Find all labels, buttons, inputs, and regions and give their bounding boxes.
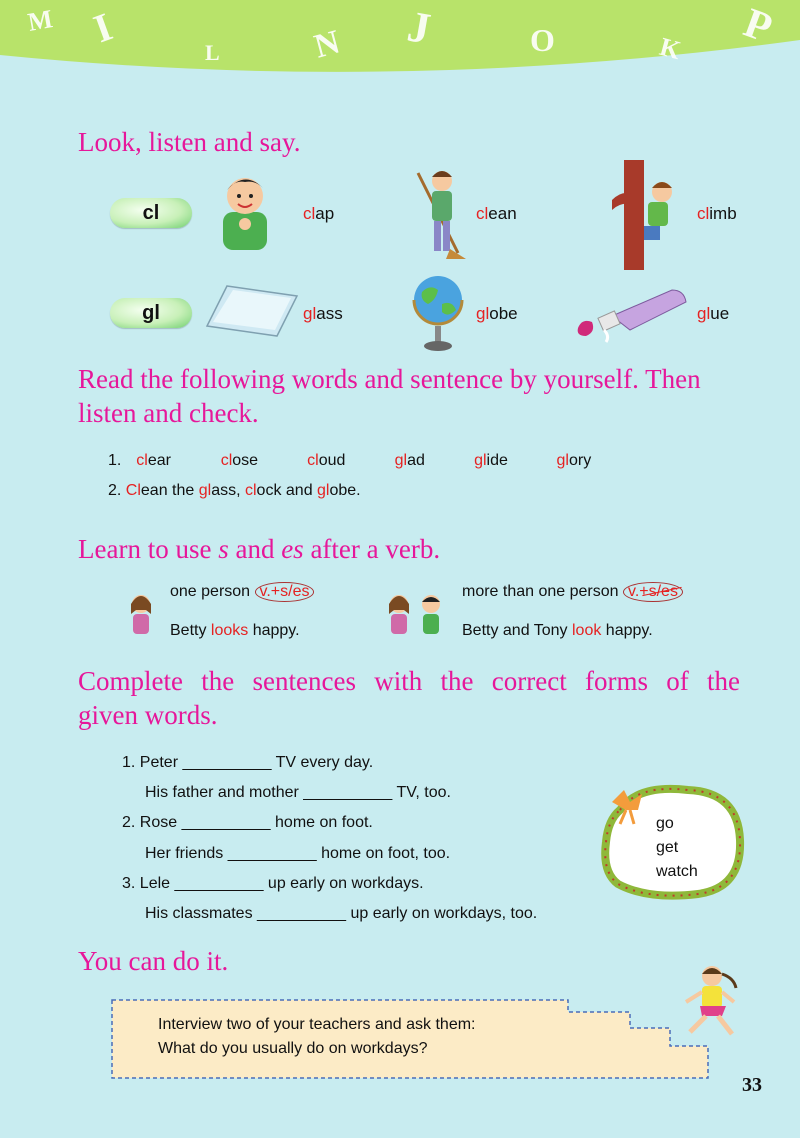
betty-and-tony-illustration [384, 592, 450, 636]
list-word-close: close [220, 452, 259, 469]
word-clean: clean [476, 204, 517, 223]
example-betty-tony-look: Betty and Tony look happy. [462, 622, 653, 639]
rule-one-person: one person v.+s/es [170, 582, 314, 602]
banner-letter: J [403, 1, 435, 54]
running-girl-illustration [672, 962, 744, 1044]
banner-letter: O [530, 22, 555, 58]
section-heading-look-listen: Look, listen and say. [78, 127, 301, 157]
task-box [110, 998, 710, 1080]
list-word-glad: glad [394, 452, 425, 469]
task-line-1: Interview two of your teachers and ask them: [158, 1016, 476, 1033]
word-climb: climb [697, 204, 737, 223]
word-box-go: go [656, 815, 674, 832]
word-box-get: get [656, 839, 679, 856]
page-number: 33 [742, 1074, 762, 1096]
rule-more-than-one-person: more than one person v.+s/es [462, 582, 683, 602]
banner-letter: I [87, 3, 118, 52]
task-line-2: What do you usually do on workdays? [158, 1040, 428, 1057]
exercise-line-6: His classmates __________ up early on workdays, too. [145, 905, 538, 922]
boy-sweeping-illustration [410, 165, 470, 260]
list-word-cloud: cloud [307, 452, 346, 469]
word-glue: glue [697, 304, 730, 323]
section-heading-read-words: Read the following words and sentence by yourself. Then listen and check. [78, 364, 701, 428]
banner-letter: P [737, 0, 778, 53]
blend-pill-cl: cl [110, 198, 192, 228]
list-word-glory: glory [556, 452, 592, 469]
section-heading-complete-sentences: Complete the sentences with the correct forms of the given words. [78, 666, 740, 730]
blend-pill-gl: gl [110, 298, 192, 328]
plural-tag-crossed: v.+s/es [623, 582, 683, 602]
banner-letter: M [25, 4, 55, 37]
exercise-line-3: 2. Rose __________ home on foot. [122, 814, 373, 831]
globe-illustration [408, 270, 468, 355]
example-betty-looks: Betty looks happy. [170, 622, 300, 639]
word-clap: clap [303, 204, 335, 223]
exercise-line-5: 3. Lele __________ up early on workdays. [122, 875, 424, 892]
word-glass: glass [303, 304, 343, 323]
banner-letter: K [656, 31, 684, 66]
word-box-watch: watch [656, 863, 698, 880]
banner-letter: L [205, 40, 220, 65]
banner-letter: N [310, 23, 344, 66]
practice-sentence: 2. Clean the glass, clock and globe. [108, 482, 361, 499]
exercise-line-1: 1. Peter __________ TV every day. [122, 754, 374, 771]
exercise-line-2: His father and mother __________ TV, too. [145, 784, 451, 801]
list-word-glide: glide [474, 452, 508, 469]
girl-betty-illustration [126, 592, 156, 636]
glue-tube-illustration [572, 284, 692, 344]
exercise-line-4: Her friends __________ home on foot, too. [145, 845, 451, 862]
boy-climbing-tree-illustration [612, 160, 687, 270]
word-list-line: 1. clear close cloud glad glide glory [108, 452, 592, 469]
section-heading-learn-to-use: Learn to use s and es after a verb. [78, 534, 441, 564]
section-heading-you-can-do-it: You can do it. [78, 946, 229, 976]
clapping-boy-illustration [215, 170, 275, 250]
singular-tag: v.+s/es [255, 582, 315, 602]
word-globe: globe [476, 304, 518, 323]
glass-pane-illustration [205, 284, 300, 339]
list-word-clear: clear [136, 452, 171, 469]
